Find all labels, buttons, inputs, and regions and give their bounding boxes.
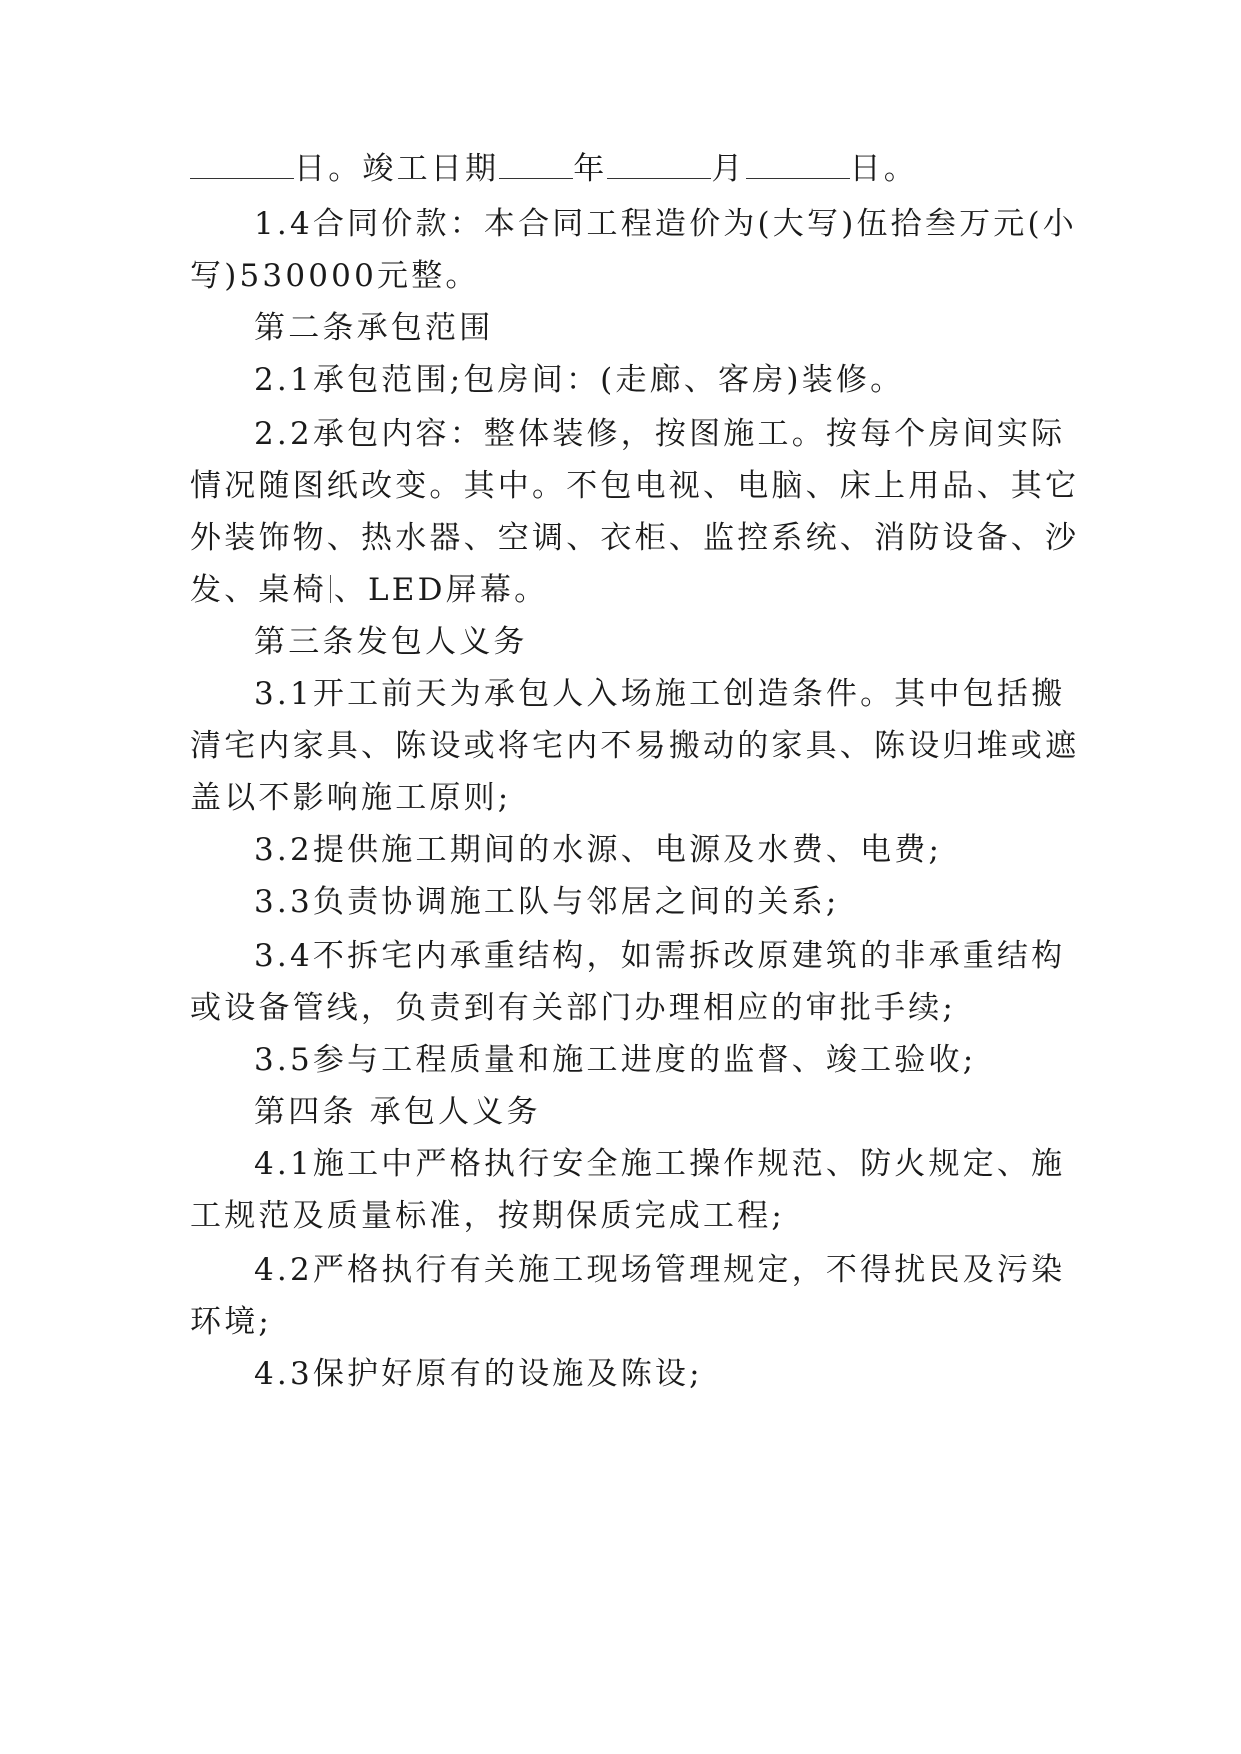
paragraph-line: 情况随图纸改变。其中。不包电视、电脑、床上用品、其它	[190, 468, 1080, 504]
paragraph-line: 3.2提供施工期间的水源、电源及水费、电费;	[254, 832, 943, 868]
paragraph-line: 3.5参与工程质量和施工进度的监督、竣工验收;	[254, 1042, 977, 1078]
section-heading: 第四条 承包人义务	[254, 1094, 541, 1130]
paragraph-line: 外装饰物、热水器、空调、衣柜、监控系统、消防设备、沙	[190, 520, 1080, 556]
paragraph-line: 3.3负责协调施工队与邻居之间的关系;	[254, 884, 840, 920]
text-cursor	[330, 575, 331, 603]
paragraph-line: 写)530000元整。	[190, 258, 480, 294]
blank-field	[190, 148, 294, 179]
blank-field	[746, 148, 850, 179]
section-heading: 第二条承包范围	[254, 310, 494, 346]
paragraph-line: 清宅内家具、陈设或将宅内不易搬动的家具、陈设归堆或遮	[190, 728, 1080, 764]
blank-field	[607, 148, 711, 179]
paragraph-line: 2.1承包范围;包房间：(走廊、客房)装修。	[254, 362, 905, 398]
paragraph-line: 3.4不拆宅内承重结构，如需拆改原建筑的非承重结构	[254, 938, 1066, 974]
paragraph-line: 2.2承包内容：整体装修，按图施工。按每个房间实际	[254, 416, 1066, 452]
completion-date-line: 日。竣工日期 年 月 日。	[190, 148, 1070, 189]
paragraph-line: 3.1开工前天为承包人入场施工创造条件。其中包括搬	[254, 676, 1066, 712]
paragraph-line: 工规范及质量标准，按期保质完成工程;	[190, 1198, 786, 1234]
blank-field	[499, 148, 573, 179]
paragraph-line: 环境;	[190, 1304, 273, 1340]
paragraph-line: 4.1施工中严格执行安全施工操作规范、防火规定、施	[254, 1146, 1066, 1182]
paragraph-line: 1.4合同价款：本合同工程造价为(大写)伍拾叁万元(小	[254, 206, 1077, 242]
section-heading: 第三条发包人义务	[254, 624, 528, 660]
paragraph-line: 或设备管线，负责到有关部门办理相应的审批手续;	[190, 990, 957, 1026]
paragraph-line: 4.3保护好原有的设施及陈设;	[254, 1356, 703, 1392]
paragraph-line: 4.2严格执行有关施工现场管理规定，不得扰民及污染	[254, 1252, 1066, 1288]
paragraph-line: 盖以不影响施工原则;	[190, 780, 512, 816]
paragraph-line: 发、桌椅 、LED屏幕。	[190, 572, 549, 608]
